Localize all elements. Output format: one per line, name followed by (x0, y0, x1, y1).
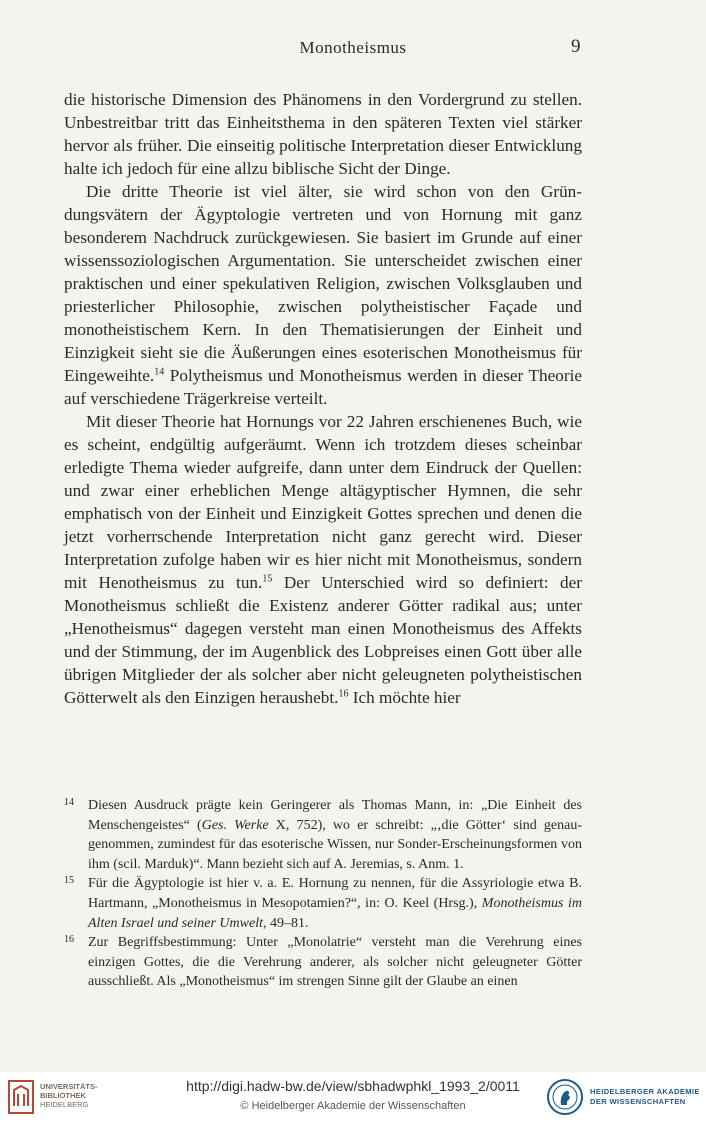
paragraph-text: Mit dieser Theorie hat Hornungs vor 22 Jahren erschienenes Buch, wie es scheint, endgültig aufgeräumt. Wenn ich trotzdem dieses scheinbar erledigte Thema wieder aufgreife, dann unter dem Eindruck der Quellen: und zwar einer erheblichen Menge altägyptischer Hymnen, die sehr emphatisch von der Einheit und Einzigkeit Gottes sprechen und denen die jetzt vorherrschende Interpretation nicht ganz gerecht wird. Dieser Interpretation zufolge haben wir es hier nicht mit Monotheismus, sondern mit Henotheismus zu tun. (64, 412, 582, 592)
footnote-number: 15 (64, 875, 74, 887)
paragraph-text: Polytheismus und Monotheismus werden in dieser Theorie auf verschiedene Trägerkreise verteilt. (64, 366, 582, 408)
footnote-text: X, 752), wo er schreibt: „‚die Götter‘ sind genaugenommen, zumindest für das esoterische Wissen, nur Sonder-Erscheinungsformen von ihm (scil. Marduk)“. Mann bezieht sich auf A. Jeremias, s. Anm. 1. (88, 817, 582, 872)
academy-name-line: DER WISSENSCHAFTEN (590, 1097, 686, 1106)
paragraph-text: Die dritte Theorie ist viel älter, sie wird schon von den Gründungsvätern der Ägyptologie vertreten und von Hornung mit ganz besonderem Nachdruck zurückgewiesen. Sie basiert im Grunde auf einer wissenssoziologischen Argumentation. Sie unterscheidet zwischen einer praktischen und einer spekulativen Religion, zwischen Volksglauben und priesterlicher Philosophie, zwischen polytheistischer Façade und monotheistischem Kern. In den Thematisierungen der Einheit und Einzigkeit sieht sie die Äußerungen eines esoterischen Monotheismus für Eingeweihte. (64, 182, 582, 385)
academy-name[interactable] (590, 1087, 700, 1107)
footnote-ref[interactable]: 14 (154, 366, 165, 378)
footnote-text: Diesen Ausdruck prägte kein Geringerer als Thomas Mann, in: „Die Einheit des Menschengeistes“ ( (88, 798, 582, 833)
paragraph-text: Ich möchte hier (348, 688, 461, 707)
body-text (64, 88, 582, 709)
paragraph (64, 180, 582, 410)
copyright-notice: © Heidelberger Akademie der Wissenschaften (240, 1100, 466, 1112)
paragraph: die historische Dimension des Phänomens in den Vordergrund zu stellen. Unbestreitbar tritt das Einheitsthema in den späteren Texten viel stärker hervor als früher. Die einseitig politische Interpretation dieser Entwicklung halte ich jedoch für eine allzu biblische Sicht der Dinge. (64, 90, 582, 178)
academy-name-line: HEIDELBERGER AKADEMIE (590, 1087, 700, 1096)
footnote-ref[interactable]: 16 (338, 688, 349, 700)
footnote-text: Zur Begriffsbestimmung: Unter „Monolatrie“ versteht man die Verehrung eines einzigen Gottes, die die Verehrung anderer, als solcher nicht geleugneter Götter ausschließt. Als „Monotheismus“ im strengen Sinne gilt der Glaube an einen (88, 935, 582, 990)
footnote-text: , 49–81. (262, 915, 309, 931)
running-head: Monotheismus (299, 38, 407, 57)
footnote-number: 16 (64, 934, 74, 946)
paragraph-text: Der Unterschied wird so definiert: der Monotheismus schließt die Existenz anderer Götter radikal aus; unter „Henotheismus“ dagegen versteht man einen Monotheismus des Affekts und der Stimmung, der im Augenblick des Lobpreises einen Gott über alle übrigen Mitglieder der als solcher aber nicht geleugneten polytheistischen Götterwelt als den Einzigen heraushebt. (64, 573, 582, 707)
footnote (64, 933, 582, 992)
footnote-title: Ges. Werke (201, 817, 269, 833)
viewer-footer (0, 1072, 706, 1124)
library-name-line: BIBLIOTHEK (40, 1091, 86, 1100)
library-name-line: HEIDELBERG (40, 1100, 89, 1109)
footnote-number: 14 (64, 797, 74, 808)
footnote-title: Monotheismus im Alten Israel und seiner Umwelt (88, 895, 583, 931)
library-name-line: UNIVERSITÄTS- (40, 1082, 98, 1091)
academy-seal-icon[interactable] (546, 1077, 584, 1117)
permalink-url[interactable]: http://digi.hadw-bw.de/view/sbhadwphkl_1993_2/0011 (186, 1078, 520, 1094)
page-number: 9 (571, 36, 581, 57)
footnote (64, 874, 582, 933)
footnote (64, 796, 582, 874)
paragraph (64, 410, 582, 709)
footnote-text: Für die Ägyptologie ist hier v. a. E. Hornung zu nennen, für die Assyriologie etwa B. Hartmann, „Monotheismus in Mesopotamien?“, in: O. Keel (Hrsg.), (88, 876, 582, 911)
footnotes (64, 796, 582, 992)
footnote-ref[interactable]: 15 (262, 573, 273, 585)
